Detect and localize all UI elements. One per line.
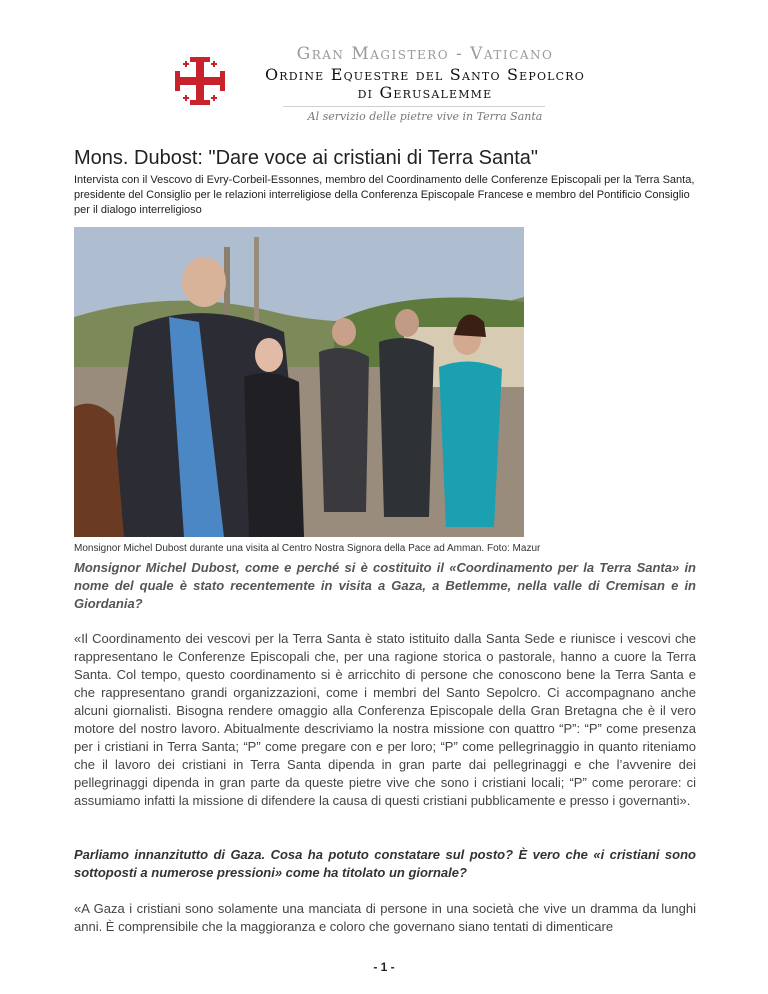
interview-question-1: Monsignor Michel Dubost, come e perché si è costituito il «Coordinamento per la Terra Santa» in nome del quale è stato recentemente in visita a Gaza, a Betlemme, nella valle di Cremisan e in Giordania? (74, 560, 696, 611)
article-subtitle: Intervista con il Vescovo di Evry-Corbeil-Essonnes, membro del Coordinamento delle Conferenze Episcopali per la Terra Santa, presidente del Consiglio per le relazioni interreligiose della Conferenza Episcopale Francese e membro del Pontificio Consiglio per il dialogo interreligioso (74, 174, 695, 216)
interview-answer-1: «Il Coordinamento dei vescovi per la Terra Santa è stato istituito dalla Santa Sede e riunisce i vescovi che rappresentano le Conferenze Episcopali che, per una ragione storica o pastorale, hanno a cuore la Terra Santa. Col tempo, questo coordinamento si è arricchito di persone che conoscono bene la Terra Santa e che rappresentano grandi organizzazioni, come i membri del Santo Sepolcro. Ci accompagnano anche alcuni giornalisti. Bisogna rendere omaggio alla Conferenza Episcopale della Gran Bretagna che è il vero motore del nostro lavoro. Abitualmente descriviamo la nostra missione con quattro “P”: “P” come presenza per i cristiani in Terra Santa; “P” come pregare con e per loro; “P” come pellegrinaggio in quanto riteniamo che il lavoro dei cristiani in Terra Santa dipenda in gran parte dai pellegrinaggi e che l’avvenire dei pellegrinaggi dipenda in gran parte da queste pietre vive che sono i cristiani locali; “P” come perorare: ci assumiamo infatti la missione di difendere la causa di questi cristiani pubblicamente e presso i governanti». (74, 631, 696, 808)
article (74, 146, 696, 936)
masthead-tagline: Al servizio delle pietre vive in Terra Santa (307, 110, 543, 123)
article-title: Mons. Dubost: "Dare voce ai cristiani di Terra Santa" (74, 147, 539, 169)
interview-question-2: Parliamo innanzitutto di Gaza. Cosa ha potuto constatare sul posto? È vero che «i cristiani sono sottoposti a numerose pressioni» come ha titolato un giornale? (74, 847, 696, 880)
masthead-divider (283, 106, 545, 107)
photo-caption: Monsignor Michel Dubost durante una visita al Centro Nostra Signora della Pace ad Amman. Foto: Mazur (74, 543, 541, 554)
article-photo (74, 227, 524, 537)
jerusalem-cross-icon (172, 55, 228, 107)
masthead-line1: Gran Magistero - Vaticano (296, 44, 554, 64)
masthead-line2: Ordine Equestre del Santo Sepolcro (264, 65, 585, 84)
masthead-line3: di Gerusalemme (357, 83, 493, 102)
masthead (0, 40, 768, 130)
interview-answer-2: «A Gaza i cristiani sono solamente una manciata di persone in una società che vive un dramma da lunghi anni. È comprensibile che la maggioranza e coloro che governano siano tentati di dimenticare (74, 901, 696, 934)
page-number: - 1 - (373, 960, 395, 974)
